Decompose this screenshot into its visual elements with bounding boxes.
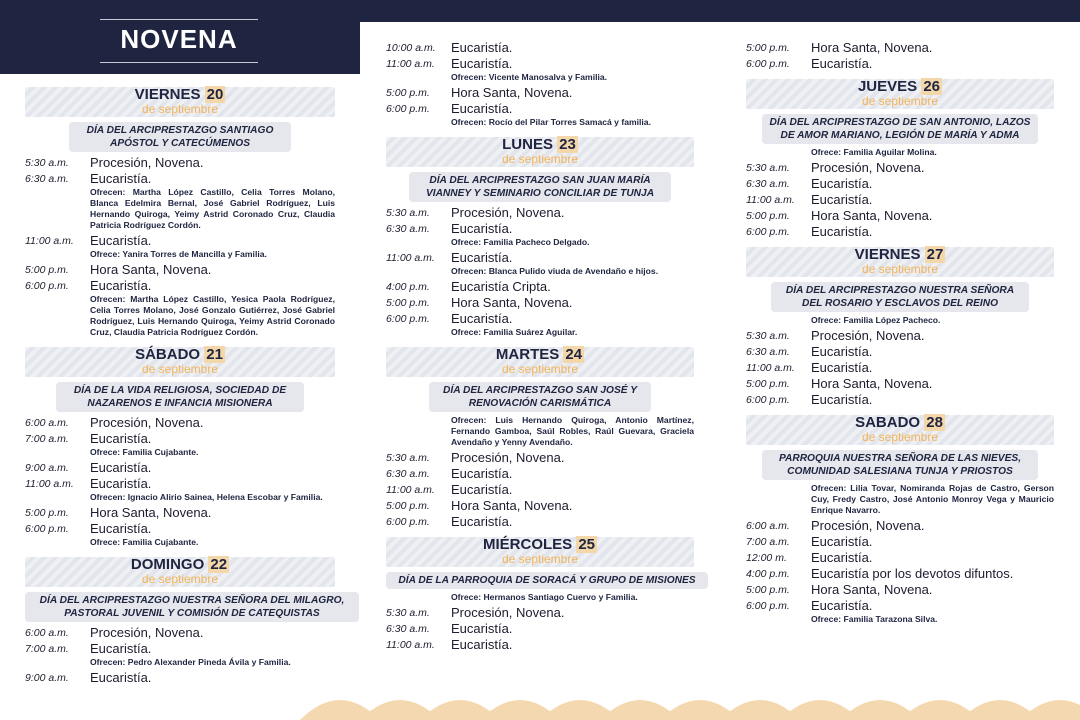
event-name: Eucaristía. bbox=[451, 466, 513, 481]
event-time: 5:00 p.m. bbox=[746, 210, 790, 222]
day-section bbox=[386, 534, 694, 653]
event-name: Hora Santa, Novena. bbox=[90, 505, 212, 520]
event-body bbox=[90, 278, 335, 340]
event-body bbox=[451, 205, 694, 221]
event-body bbox=[90, 233, 335, 262]
event-time: 5:00 p.m. bbox=[386, 500, 430, 512]
event-name: Hora Santa, Novena. bbox=[811, 208, 933, 223]
day-name: LUNES 23 bbox=[502, 136, 576, 153]
event-body bbox=[451, 40, 694, 56]
event-name: Eucaristía. bbox=[811, 224, 873, 239]
schedule-row bbox=[25, 476, 335, 505]
schedule-row bbox=[25, 641, 335, 670]
event-name: Eucaristía. bbox=[451, 56, 513, 71]
day-header bbox=[746, 76, 1054, 111]
event-time: 6:00 p.m. bbox=[746, 58, 790, 70]
schedule-column-1 bbox=[25, 80, 345, 686]
event-name: Eucaristía por los devotos difuntos. bbox=[811, 566, 1014, 581]
schedule-row bbox=[386, 221, 694, 250]
event-body bbox=[451, 466, 694, 482]
title-block bbox=[0, 0, 360, 74]
schedule-row bbox=[746, 360, 1054, 376]
event-time: 5:30 a.m. bbox=[746, 162, 790, 174]
event-time: 6:00 p.m. bbox=[386, 103, 430, 115]
event-offering: Ofrecen: Pedro Alexander Pineda Ávila y Familia. bbox=[90, 657, 291, 667]
event-time: 4:00 p.m. bbox=[386, 281, 430, 293]
day-section bbox=[746, 412, 1054, 627]
event-name: Procesión, Novena. bbox=[451, 605, 565, 620]
event-time: 7:00 a.m. bbox=[25, 433, 69, 445]
schedule-row bbox=[386, 279, 694, 295]
event-body bbox=[451, 605, 694, 621]
day-section bbox=[386, 344, 694, 530]
event-time: 11:00 a.m. bbox=[25, 478, 74, 490]
title-rule-top bbox=[100, 19, 258, 20]
event-body bbox=[811, 534, 1054, 550]
day-offering-note: Ofrece: Familia López Pacheco. bbox=[811, 315, 941, 325]
day-header bbox=[386, 134, 694, 169]
schedule-row bbox=[746, 328, 1054, 344]
event-offering: Ofrecen: Rocío del Pilar Torres Samacá y familia. bbox=[451, 117, 651, 127]
schedule-row bbox=[746, 56, 1054, 72]
day-name: MIÉRCOLES 25 bbox=[482, 536, 596, 553]
day-section bbox=[25, 84, 335, 340]
day-dedication: DÍA DEL ARCIPRESTAZGO SANTIAGO APÓSTOL Y CATECÚMENOS bbox=[69, 122, 291, 152]
event-name: Hora Santa, Novena. bbox=[451, 85, 573, 100]
day-month: de septiembre bbox=[501, 362, 579, 376]
event-body bbox=[811, 192, 1054, 208]
schedule-row bbox=[25, 625, 335, 641]
event-name: Eucaristía. bbox=[90, 171, 152, 186]
day-month: de septiembre bbox=[501, 152, 579, 166]
event-body bbox=[811, 582, 1054, 598]
schedule-row bbox=[25, 431, 335, 460]
event-time: 5:30 a.m. bbox=[386, 207, 430, 219]
day-month: de septiembre bbox=[141, 102, 219, 116]
day-header bbox=[746, 244, 1054, 279]
schedule-row bbox=[25, 155, 335, 171]
event-name: Eucaristía. bbox=[90, 431, 152, 446]
event-body bbox=[451, 637, 694, 653]
event-body bbox=[90, 262, 335, 278]
day-name: DOMINGO 22 bbox=[130, 556, 228, 573]
event-body bbox=[811, 518, 1054, 534]
event-time: 6:00 p.m. bbox=[746, 226, 790, 238]
event-time: 5:00 p.m. bbox=[746, 42, 790, 54]
event-time: 5:00 p.m. bbox=[746, 584, 790, 596]
event-time: 11:00 a.m. bbox=[746, 194, 795, 206]
event-time: 6:30 a.m. bbox=[386, 468, 430, 480]
event-name: Procesión, Novena. bbox=[451, 450, 565, 465]
event-time: 5:00 p.m. bbox=[746, 378, 790, 390]
event-name: Eucaristía. bbox=[90, 476, 152, 491]
event-body bbox=[90, 431, 335, 460]
day-name: JUEVES 26 bbox=[857, 78, 941, 95]
schedule-row bbox=[746, 344, 1054, 360]
schedule-row bbox=[25, 262, 335, 278]
event-time: 11:00 a.m. bbox=[25, 235, 74, 247]
event-body bbox=[90, 415, 335, 431]
day-header bbox=[386, 344, 694, 379]
event-body bbox=[90, 521, 335, 550]
event-body bbox=[90, 155, 335, 171]
event-body bbox=[451, 279, 694, 295]
schedule-row bbox=[746, 40, 1054, 56]
schedule-row bbox=[386, 311, 694, 340]
event-time: 5:30 a.m. bbox=[746, 330, 790, 342]
event-name: Eucaristía. bbox=[811, 176, 873, 191]
schedule-row bbox=[746, 224, 1054, 240]
event-name: Procesión, Novena. bbox=[811, 328, 925, 343]
schedule-row bbox=[386, 482, 694, 498]
event-body bbox=[811, 328, 1054, 344]
event-time: 11:00 a.m. bbox=[386, 639, 435, 651]
schedule-row bbox=[25, 415, 335, 431]
day-dedication: DÍA DEL ARCIPRESTAZGO NUESTRA SEÑORA DEL MILAGRO, PASTORAL JUVENIL Y COMISIÓN DE CATEQUISTAS bbox=[25, 592, 359, 622]
schedule-row bbox=[746, 176, 1054, 192]
day-dedication: DÍA DE LA VIDA RELIGIOSA, SOCIEDAD DE NAZARENOS E INFANCIA MISIONERA bbox=[56, 382, 304, 412]
event-name: Eucaristía. bbox=[811, 392, 873, 407]
schedule-row bbox=[386, 498, 694, 514]
day-section bbox=[386, 134, 694, 340]
schedule-row bbox=[386, 295, 694, 311]
day-name: VIERNES 20 bbox=[134, 86, 224, 103]
event-time: 10:00 a.m. bbox=[386, 42, 436, 54]
event-body bbox=[451, 514, 694, 530]
event-name: Eucaristía. bbox=[811, 550, 873, 565]
day-number: 23 bbox=[559, 136, 576, 153]
event-offering: Ofrece: Familia Pacheco Delgado. bbox=[451, 237, 590, 247]
schedule-row bbox=[386, 621, 694, 637]
event-time: 6:00 a.m. bbox=[25, 627, 69, 639]
day-dedication: DÍA DEL ARCIPRESTAZGO DE SAN ANTONIO, LAZOS DE AMOR MARIANO, LEGIÓN DE MARÍA Y ADMA bbox=[762, 114, 1038, 144]
day-number: 21 bbox=[206, 346, 223, 363]
schedule-row bbox=[25, 278, 335, 340]
day-number: 26 bbox=[923, 78, 941, 95]
event-name: Hora Santa, Novena. bbox=[451, 498, 573, 513]
event-time: 11:00 a.m. bbox=[746, 362, 795, 374]
day-dedication: DÍA DEL ARCIPRESTAZGO SAN JOSÉ Y RENOVACIÓN CARISMÁTICA bbox=[429, 382, 651, 412]
event-offering: Ofrece: Familia Cujabante. bbox=[90, 447, 199, 457]
event-name: Eucaristía. bbox=[451, 101, 513, 116]
day-name: SÁBADO 21 bbox=[135, 346, 223, 363]
event-offering: Ofrecen: Martha López Castillo, Yesica Paola Rodríguez, Celia Torres Molano, José Gonzalo Gutiérrez, José Gabriel Rodríguez, Luis Hernando Quiroga, Yeimy Astrid Coronado Cruz, Claudia Patricia Rodríguez Cordón. bbox=[90, 294, 335, 337]
day-number: 25 bbox=[578, 536, 596, 553]
event-time: 9:00 a.m. bbox=[25, 462, 69, 474]
event-body bbox=[451, 311, 694, 340]
day-header bbox=[25, 554, 335, 589]
day-header bbox=[746, 412, 1054, 447]
event-time: 6:30 a.m. bbox=[386, 223, 430, 235]
event-name: Eucaristía. bbox=[90, 670, 152, 685]
event-body bbox=[811, 550, 1054, 566]
schedule-row bbox=[386, 40, 694, 56]
event-name: Eucaristía. bbox=[451, 514, 513, 529]
day-offering-note: Ofrecen: Lilia Tovar, Nomiranda Rojas de Castro, Gerson Cuy, Fredy Castro, José Antonio Monroy Vega y Mauricio Enrique Navarro. bbox=[811, 483, 1054, 515]
schedule-row bbox=[746, 160, 1054, 176]
schedule-row bbox=[746, 392, 1054, 408]
event-name: Eucaristía. bbox=[811, 360, 873, 375]
event-body bbox=[811, 176, 1054, 192]
event-time: 11:00 a.m. bbox=[386, 58, 435, 70]
event-name: Eucaristía. bbox=[90, 460, 152, 475]
schedule-row bbox=[25, 521, 335, 550]
event-time: 4:00 p.m. bbox=[746, 568, 790, 580]
schedule-row bbox=[746, 566, 1054, 582]
event-body bbox=[451, 56, 694, 85]
day-month: de septiembre bbox=[861, 262, 939, 276]
event-body bbox=[811, 40, 1054, 56]
day-month: de septiembre bbox=[501, 552, 579, 566]
event-time: 6:00 p.m. bbox=[25, 280, 69, 292]
event-body bbox=[451, 295, 694, 311]
day-offering-note: Ofrece: Familia Aguilar Molina. bbox=[811, 147, 937, 157]
event-name: Procesión, Novena. bbox=[811, 160, 925, 175]
event-name: Procesión, Novena. bbox=[90, 415, 204, 430]
event-time: 9:00 a.m. bbox=[25, 672, 69, 684]
schedule-row bbox=[25, 171, 335, 233]
event-body bbox=[451, 450, 694, 466]
event-time: 11:00 a.m. bbox=[386, 484, 435, 496]
schedule-row bbox=[25, 460, 335, 476]
event-time: 6:30 a.m. bbox=[746, 178, 790, 190]
event-name: Hora Santa, Novena. bbox=[811, 582, 933, 597]
event-time: 5:00 p.m. bbox=[25, 507, 69, 519]
event-body bbox=[90, 625, 335, 641]
event-name: Eucaristía. bbox=[811, 534, 873, 549]
event-time: 6:00 p.m. bbox=[386, 516, 430, 528]
event-time: 6:00 p.m. bbox=[746, 600, 790, 612]
event-name: Eucaristía. bbox=[451, 637, 513, 652]
event-name: Eucaristía. bbox=[90, 641, 152, 656]
event-body bbox=[451, 498, 694, 514]
schedule-row bbox=[386, 56, 694, 85]
day-number: 24 bbox=[565, 346, 583, 363]
event-time: 6:00 p.m. bbox=[386, 313, 430, 325]
schedule-row bbox=[746, 208, 1054, 224]
event-name: Procesión, Novena. bbox=[451, 205, 565, 220]
schedule-column-3 bbox=[746, 40, 1054, 627]
event-name: Eucaristía. bbox=[451, 221, 513, 236]
day-number: 27 bbox=[926, 246, 944, 263]
event-body bbox=[90, 460, 335, 476]
event-time: 11:00 a.m. bbox=[386, 252, 435, 264]
event-name: Eucaristía. bbox=[451, 40, 513, 55]
event-name: Eucaristía. bbox=[90, 233, 152, 248]
event-name: Eucaristía. bbox=[451, 621, 513, 636]
event-name: Eucaristía. bbox=[90, 278, 152, 293]
day-number: 28 bbox=[926, 414, 943, 431]
event-time: 6:30 a.m. bbox=[25, 173, 69, 185]
schedule-row bbox=[386, 450, 694, 466]
day-month: de septiembre bbox=[861, 430, 939, 444]
schedule-row bbox=[746, 518, 1054, 534]
schedule-row bbox=[386, 205, 694, 221]
schedule-row bbox=[25, 670, 335, 686]
top-banner bbox=[360, 0, 1080, 22]
schedule-row bbox=[25, 505, 335, 521]
day-section bbox=[25, 344, 335, 550]
event-offering: Ofrecen: Vicente Manosalva y Familia. bbox=[451, 72, 608, 82]
event-name: Eucaristía. bbox=[811, 56, 873, 71]
event-time: 6:00 a.m. bbox=[746, 520, 790, 532]
decorative-waves bbox=[300, 680, 1080, 720]
schedule-row bbox=[386, 637, 694, 653]
event-offering: Ofrecen: Ignacio Alirio Sainea, Helena Escobar y Familia. bbox=[90, 492, 323, 502]
day-dedication: PARROQUIA NUESTRA SEÑORA DE LAS NIEVES, COMUNIDAD SALESIANA TUNJA Y PRIOSTOS bbox=[762, 450, 1038, 480]
day-month: de septiembre bbox=[861, 94, 939, 108]
event-time: 7:00 a.m. bbox=[25, 643, 69, 655]
event-name: Eucaristía Cripta. bbox=[451, 279, 551, 294]
event-time: 5:00 p.m. bbox=[386, 297, 430, 309]
day-header bbox=[25, 84, 335, 119]
schedule-row bbox=[386, 101, 694, 130]
event-body bbox=[90, 476, 335, 505]
event-name: Procesión, Novena. bbox=[811, 518, 925, 533]
event-body bbox=[811, 566, 1054, 582]
schedule-row bbox=[746, 192, 1054, 208]
event-time: 6:00 a.m. bbox=[25, 417, 69, 429]
event-name: Eucaristía. bbox=[811, 598, 873, 613]
day-number: 20 bbox=[206, 86, 224, 103]
event-name: Eucaristía. bbox=[811, 344, 873, 359]
event-time: 6:00 p.m. bbox=[25, 523, 69, 535]
day-number: 22 bbox=[210, 556, 228, 573]
event-time: 6:30 a.m. bbox=[746, 346, 790, 358]
event-name: Hora Santa, Novena. bbox=[811, 40, 933, 55]
day-dedication: DÍA DEL ARCIPRESTAZGO NUESTRA SEÑORA DEL ROSARIO Y ESCLAVOS DEL REINO bbox=[771, 282, 1029, 312]
event-body bbox=[90, 641, 335, 670]
event-body bbox=[811, 392, 1054, 408]
event-body bbox=[811, 160, 1054, 176]
event-body bbox=[811, 344, 1054, 360]
title-rule-bottom bbox=[100, 62, 258, 63]
event-body bbox=[451, 621, 694, 637]
day-header bbox=[25, 344, 335, 379]
day-section bbox=[746, 76, 1054, 240]
event-time: 5:00 p.m. bbox=[386, 87, 430, 99]
event-time: 6:30 a.m. bbox=[386, 623, 430, 635]
event-name: Hora Santa, Novena. bbox=[451, 295, 573, 310]
event-name: Eucaristía. bbox=[451, 482, 513, 497]
event-body bbox=[811, 224, 1054, 240]
day-month: de septiembre bbox=[141, 572, 219, 586]
event-offering: Ofrecen: Blanca Pulido viuda de Avendaño e hijos. bbox=[451, 266, 659, 276]
event-body bbox=[451, 250, 694, 279]
event-time: 5:30 a.m. bbox=[386, 452, 430, 464]
event-offering: Ofrece: Familia Tarazona Silva. bbox=[811, 614, 938, 624]
event-body bbox=[451, 221, 694, 250]
schedule-column-2 bbox=[386, 40, 694, 653]
event-time: 7:00 a.m. bbox=[746, 536, 790, 548]
event-body bbox=[811, 360, 1054, 376]
event-offering: Ofrecen: Martha López Castillo, Celia Torres Molano, Blanca Edelmira Bernal, José Gabriel Rodríguez, Luis Hernando Quiroga, Yeimy Astrid Coronado Cruz, Claudia Patricia Rodríguez Cordón. bbox=[90, 187, 335, 230]
day-offering-note: Ofrece: Hermanos Santiago Cuervo y Familia. bbox=[451, 592, 638, 602]
event-name: Hora Santa, Novena. bbox=[90, 262, 212, 277]
event-name: Eucaristía. bbox=[811, 192, 873, 207]
event-name: Hora Santa, Novena. bbox=[811, 376, 933, 391]
day-name: SABADO 28 bbox=[855, 414, 943, 431]
schedule-row bbox=[25, 233, 335, 262]
event-name: Eucaristía. bbox=[451, 250, 513, 265]
event-offering: Ofrece: Familia Cujabante. bbox=[90, 537, 199, 547]
schedule-row bbox=[386, 85, 694, 101]
schedule-row bbox=[386, 514, 694, 530]
day-dedication: DÍA DE LA PARROQUIA DE SORACÁ Y GRUPO DE MISIONES bbox=[386, 572, 708, 589]
event-name: Eucaristía. bbox=[90, 521, 152, 536]
schedule-row bbox=[746, 550, 1054, 566]
page-title: NOVENA bbox=[120, 24, 238, 54]
event-time: 5:30 a.m. bbox=[386, 607, 430, 619]
event-body bbox=[451, 85, 694, 101]
day-section bbox=[746, 244, 1054, 408]
schedule-row bbox=[746, 598, 1054, 627]
event-time: 5:00 p.m. bbox=[25, 264, 69, 276]
schedule-row bbox=[746, 534, 1054, 550]
event-offering: Ofrece: Familia Suárez Aguilar. bbox=[451, 327, 578, 337]
event-body bbox=[811, 56, 1054, 72]
event-body bbox=[811, 208, 1054, 224]
schedule-row bbox=[386, 250, 694, 279]
event-name: Procesión, Novena. bbox=[90, 155, 204, 170]
schedule-row bbox=[386, 466, 694, 482]
schedule-row bbox=[746, 376, 1054, 392]
event-name: Procesión, Novena. bbox=[90, 625, 204, 640]
event-time: 6:00 p.m. bbox=[746, 394, 790, 406]
event-offering: Ofrece: Yanira Torres de Mancilla y Familia. bbox=[90, 249, 267, 259]
event-body bbox=[90, 505, 335, 521]
day-month: de septiembre bbox=[141, 362, 219, 376]
event-time: 12:00 m. bbox=[746, 552, 787, 564]
event-body bbox=[451, 101, 694, 130]
day-section bbox=[25, 554, 345, 686]
day-name: MARTES 24 bbox=[495, 346, 583, 363]
event-body bbox=[90, 670, 335, 686]
day-dedication: DÍA DEL ARCIPRESTAZGO SAN JUAN MARÍA VIANNEY Y SEMINARIO CONCILIAR DE TUNJA bbox=[409, 172, 671, 202]
day-name: VIERNES 27 bbox=[854, 246, 944, 263]
event-body bbox=[90, 171, 335, 233]
day-header bbox=[386, 534, 694, 569]
event-time: 5:30 a.m. bbox=[25, 157, 69, 169]
day-offering-note: Ofrecen: Luis Hernando Quiroga, Antonio Martínez, Fernando Gamboa, Saúl Robles, Raúl Guevara, Graciela Avendaño y Yenny Avendaño. bbox=[451, 415, 694, 447]
event-body bbox=[451, 482, 694, 498]
event-body bbox=[811, 376, 1054, 392]
schedule-row bbox=[386, 605, 694, 621]
event-body bbox=[811, 598, 1054, 627]
event-name: Eucaristía. bbox=[451, 311, 513, 326]
schedule-row bbox=[746, 582, 1054, 598]
